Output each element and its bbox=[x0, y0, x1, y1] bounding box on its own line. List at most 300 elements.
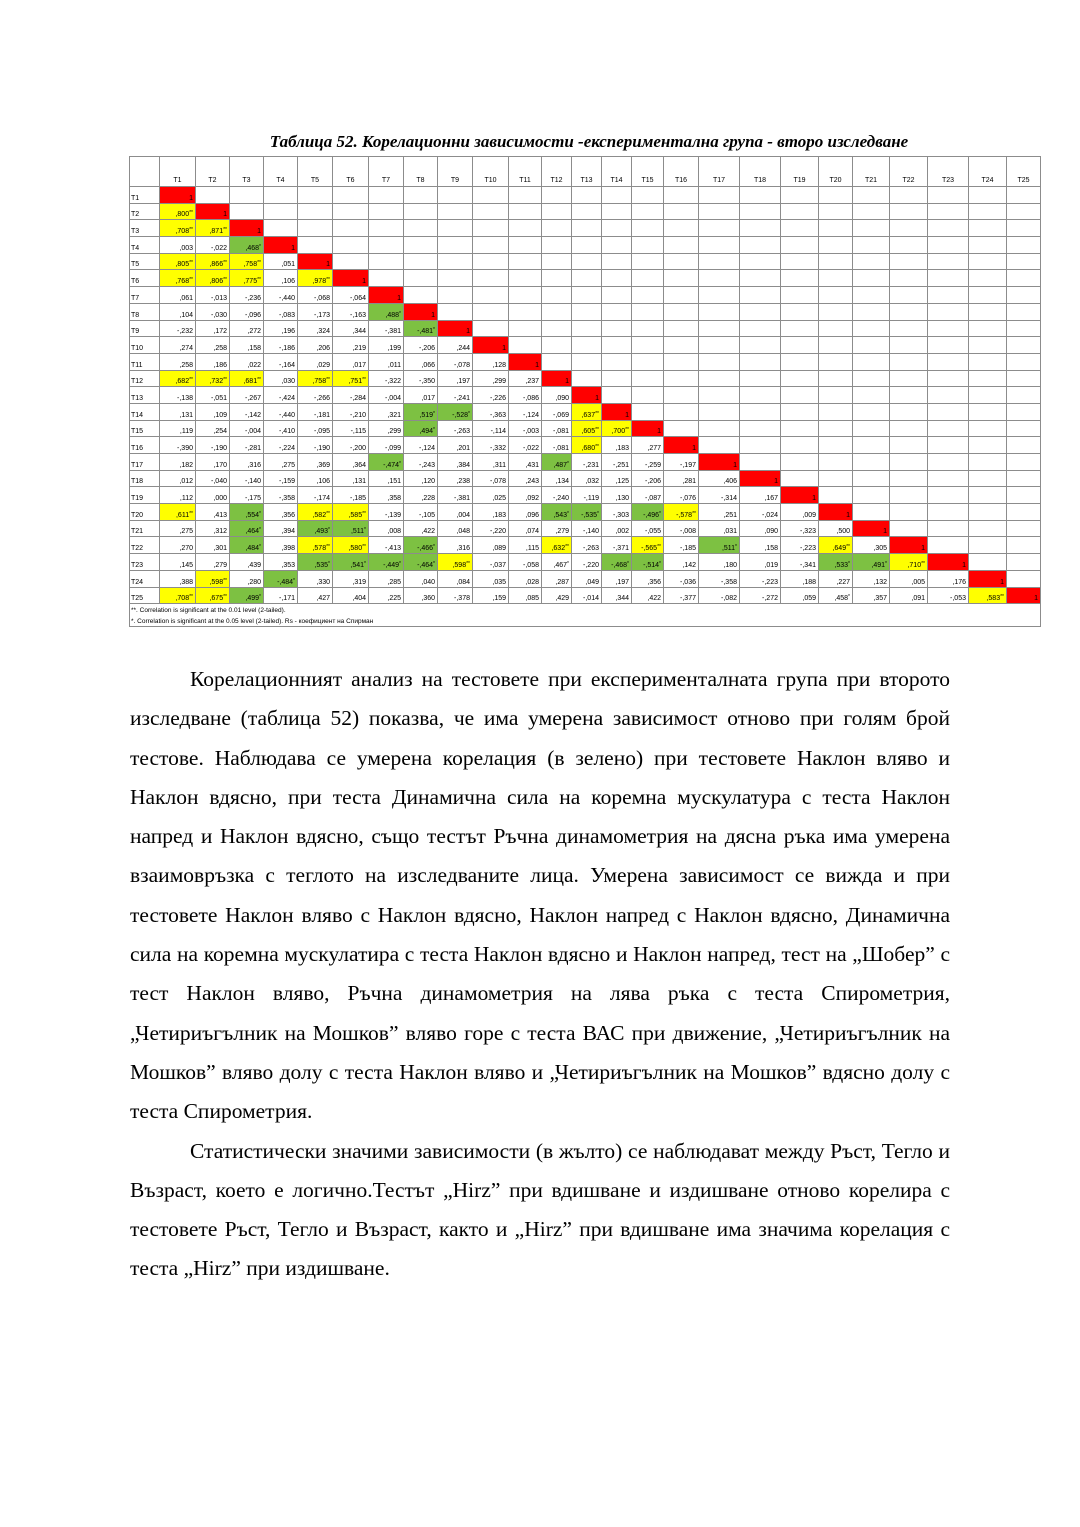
significance-mark: ** bbox=[223, 377, 227, 384]
table-cell bbox=[928, 320, 969, 337]
table-cell bbox=[572, 370, 602, 387]
correlation-table bbox=[129, 156, 1041, 627]
cell-value: ,493 bbox=[314, 528, 329, 536]
row-header: T21 bbox=[130, 520, 160, 537]
table-cell bbox=[230, 353, 264, 370]
table-cell bbox=[264, 487, 298, 504]
table-cell bbox=[572, 570, 602, 587]
table-cell bbox=[509, 554, 542, 571]
table-cell bbox=[781, 420, 819, 437]
table-cell bbox=[969, 237, 1007, 254]
table-cell bbox=[404, 403, 438, 420]
table-cell bbox=[542, 420, 572, 437]
column-header: T16 bbox=[664, 157, 699, 187]
cell-value: ,682 bbox=[175, 378, 190, 386]
table-cell bbox=[196, 570, 230, 587]
significance-mark: ** bbox=[223, 594, 227, 601]
table-cell bbox=[890, 537, 928, 554]
significance-mark: * bbox=[567, 560, 569, 567]
cell-value: -,037 bbox=[490, 561, 506, 569]
table-cell bbox=[853, 570, 890, 587]
significance-mark: * bbox=[364, 560, 366, 567]
table-cell bbox=[298, 454, 333, 471]
table-cell bbox=[473, 253, 509, 270]
table-cell bbox=[740, 253, 781, 270]
cell-value: ,871 bbox=[209, 228, 224, 236]
table-cell bbox=[1007, 454, 1041, 471]
cell-value: ,120 bbox=[421, 478, 435, 486]
table-cell bbox=[369, 437, 404, 454]
table-cell bbox=[333, 203, 369, 220]
cell-value: ,109 bbox=[213, 411, 227, 419]
table-cell bbox=[572, 237, 602, 254]
table-cell bbox=[542, 353, 572, 370]
table-cell bbox=[664, 520, 699, 537]
table-cell bbox=[369, 287, 404, 304]
table-cell bbox=[740, 520, 781, 537]
table-cell bbox=[819, 353, 853, 370]
table-cell bbox=[853, 237, 890, 254]
significance-mark: * bbox=[848, 594, 850, 601]
cell-value: -,378 bbox=[454, 595, 470, 603]
row-header: T23 bbox=[130, 554, 160, 571]
table-cell bbox=[781, 220, 819, 237]
table-cell bbox=[602, 570, 632, 587]
table-cell bbox=[369, 504, 404, 521]
cell-value: -,081 bbox=[553, 428, 569, 436]
cell-value: -,341 bbox=[800, 561, 816, 569]
table-cell bbox=[572, 520, 602, 537]
table-cell bbox=[298, 337, 333, 354]
significance-mark: * bbox=[433, 427, 435, 434]
table-cell bbox=[264, 504, 298, 521]
table-cell bbox=[369, 337, 404, 354]
cell-value: ,324 bbox=[316, 328, 330, 336]
significance-mark: * bbox=[399, 560, 401, 567]
cell-value: -,440 bbox=[279, 294, 295, 302]
table-cell bbox=[542, 587, 572, 604]
cell-value: ,484 bbox=[245, 545, 260, 553]
cell-value: -,081 bbox=[553, 445, 569, 452]
cell-value: ,084 bbox=[456, 578, 470, 586]
table-cell bbox=[928, 520, 969, 537]
significance-mark: ** bbox=[326, 544, 330, 551]
table-cell bbox=[890, 387, 928, 404]
table-cell bbox=[298, 504, 333, 521]
significance-mark: ** bbox=[846, 544, 850, 551]
cell-value: -,004 bbox=[245, 428, 261, 436]
table-cell bbox=[160, 237, 196, 254]
table-cell bbox=[699, 437, 740, 454]
table-cell bbox=[781, 487, 819, 504]
table-cell bbox=[602, 287, 632, 304]
column-header: T13 bbox=[572, 157, 602, 187]
table-cell bbox=[572, 420, 602, 437]
table-cell bbox=[542, 403, 572, 420]
cell-value: ,199 bbox=[387, 344, 401, 352]
cell-value: -,175 bbox=[245, 495, 261, 503]
cell-value: ,431 bbox=[525, 461, 539, 469]
table-cell bbox=[740, 554, 781, 571]
table-cell bbox=[264, 403, 298, 420]
table-cell bbox=[264, 387, 298, 404]
cell-value: -,358 bbox=[721, 578, 737, 586]
table-cell bbox=[160, 520, 196, 537]
significance-mark: * bbox=[468, 410, 470, 417]
column-header: T19 bbox=[781, 157, 819, 187]
table-cell bbox=[781, 353, 819, 370]
cell-value: -,119 bbox=[583, 495, 599, 503]
table-cell bbox=[632, 587, 664, 604]
cell-value: -,024 bbox=[762, 511, 778, 519]
cell-value: -,381 bbox=[385, 328, 401, 336]
table-cell bbox=[196, 470, 230, 487]
table-cell bbox=[632, 253, 664, 270]
table-cell bbox=[572, 203, 602, 220]
table-cell bbox=[264, 420, 298, 437]
table-cell bbox=[1007, 470, 1041, 487]
table-cell bbox=[819, 270, 853, 287]
table-cell bbox=[369, 554, 404, 571]
column-header: T7 bbox=[369, 157, 404, 187]
table-cell bbox=[298, 270, 333, 287]
table-cell bbox=[542, 187, 572, 204]
table-cell bbox=[740, 220, 781, 237]
row-header: T22 bbox=[130, 537, 160, 554]
table-cell bbox=[473, 287, 509, 304]
cell-value: -,206 bbox=[419, 344, 435, 352]
cell-value: -,226 bbox=[490, 394, 506, 402]
cell-value: ,031 bbox=[723, 528, 737, 536]
column-header: T17 bbox=[699, 157, 740, 187]
table-cell bbox=[333, 270, 369, 287]
table-cell bbox=[333, 504, 369, 521]
table-cell bbox=[699, 303, 740, 320]
table-cell bbox=[230, 270, 264, 287]
table-cell bbox=[632, 454, 664, 471]
table-cell bbox=[969, 270, 1007, 287]
table-cell bbox=[160, 353, 196, 370]
cell-value: ,051 bbox=[281, 261, 295, 269]
table-cell bbox=[196, 520, 230, 537]
table-cell bbox=[969, 470, 1007, 487]
table-cell bbox=[853, 320, 890, 337]
table-cell bbox=[160, 370, 196, 387]
table-cell bbox=[853, 187, 890, 204]
cell-value: ,128 bbox=[492, 361, 506, 369]
cell-value: -,078 bbox=[454, 361, 470, 369]
table-cell bbox=[230, 320, 264, 337]
cell-value: -,464 bbox=[417, 561, 434, 569]
cell-value: -,040 bbox=[211, 478, 227, 486]
table-cell bbox=[969, 337, 1007, 354]
table-cell bbox=[438, 203, 473, 220]
table-cell bbox=[160, 454, 196, 471]
table-cell bbox=[890, 403, 928, 420]
table-cell bbox=[969, 537, 1007, 554]
cell-value: -,263 bbox=[454, 428, 470, 436]
significance-mark: * bbox=[433, 544, 435, 551]
table-cell bbox=[699, 487, 740, 504]
table-cell bbox=[781, 437, 819, 454]
table-cell bbox=[853, 437, 890, 454]
table-cell bbox=[438, 454, 473, 471]
table-cell bbox=[819, 237, 853, 254]
table-cell bbox=[542, 504, 572, 521]
table-cell bbox=[602, 437, 632, 454]
table-cell bbox=[602, 587, 632, 604]
table-cell bbox=[333, 353, 369, 370]
cell-value: ,384 bbox=[456, 461, 470, 469]
cell-value: -,051 bbox=[211, 394, 227, 402]
table-cell bbox=[928, 403, 969, 420]
table-cell bbox=[509, 387, 542, 404]
cell-value: -,124 bbox=[419, 445, 435, 452]
table-cell bbox=[509, 287, 542, 304]
table-cell bbox=[542, 554, 572, 571]
significance-mark: ** bbox=[326, 377, 330, 384]
cell-value: ,422 bbox=[421, 528, 435, 536]
table-cell bbox=[509, 203, 542, 220]
table-cell bbox=[473, 504, 509, 521]
table-cell bbox=[819, 253, 853, 270]
cell-value: ,061 bbox=[179, 294, 193, 302]
cell-value: -,224 bbox=[279, 445, 295, 452]
column-header: T12 bbox=[542, 157, 572, 187]
table-cell bbox=[890, 337, 928, 354]
cell-value: ,243 bbox=[525, 478, 539, 486]
table-cell bbox=[1007, 554, 1041, 571]
cell-value: ,285 bbox=[387, 578, 401, 586]
table-cell bbox=[333, 403, 369, 420]
table-cell bbox=[509, 437, 542, 454]
table-cell bbox=[230, 337, 264, 354]
table-cell bbox=[196, 253, 230, 270]
table-cell bbox=[1007, 420, 1041, 437]
table-cell bbox=[890, 320, 928, 337]
table-cell bbox=[969, 554, 1007, 571]
table-cell bbox=[160, 337, 196, 354]
table-row bbox=[130, 203, 1041, 220]
table-cell bbox=[369, 570, 404, 587]
table-cell bbox=[196, 303, 230, 320]
table-cell bbox=[602, 203, 632, 220]
cell-value: ,700 bbox=[611, 428, 626, 436]
cell-value: ,012 bbox=[179, 478, 193, 486]
table-cell bbox=[509, 253, 542, 270]
table-cell bbox=[602, 237, 632, 254]
cell-value: ,800 bbox=[175, 211, 190, 219]
table-cell bbox=[740, 337, 781, 354]
cell-value: ,775 bbox=[243, 278, 258, 286]
table-cell bbox=[890, 420, 928, 437]
table-cell bbox=[333, 487, 369, 504]
cell-value: ,032 bbox=[585, 478, 599, 486]
table-cell bbox=[890, 253, 928, 270]
table-cell bbox=[699, 570, 740, 587]
table-cell bbox=[890, 520, 928, 537]
table-cell bbox=[819, 220, 853, 237]
cell-value: ,499 bbox=[245, 595, 260, 603]
table-cell bbox=[160, 570, 196, 587]
cell-value: ,066 bbox=[421, 361, 435, 369]
table-cell bbox=[740, 587, 781, 604]
cell-value: ,008 bbox=[387, 528, 401, 536]
cell-value: ,145 bbox=[179, 561, 193, 569]
table-cell bbox=[333, 420, 369, 437]
significance-mark: ** bbox=[1000, 594, 1004, 601]
table-cell bbox=[602, 454, 632, 471]
cell-value: ,049 bbox=[585, 578, 599, 586]
cell-value: -,496 bbox=[643, 511, 660, 519]
table-cell bbox=[369, 470, 404, 487]
table-cell bbox=[740, 270, 781, 287]
table-cell bbox=[969, 420, 1007, 437]
cell-value: ,186 bbox=[213, 361, 227, 369]
table-cell bbox=[781, 403, 819, 420]
table-cell bbox=[369, 320, 404, 337]
table-row bbox=[130, 337, 1041, 354]
table-cell bbox=[473, 337, 509, 354]
table-cell bbox=[333, 587, 369, 604]
cell-value: -,303 bbox=[613, 511, 629, 519]
table-cell bbox=[740, 454, 781, 471]
table-cell bbox=[969, 487, 1007, 504]
cell-value: ,299 bbox=[387, 428, 401, 436]
column-header: T24 bbox=[969, 157, 1007, 187]
cell-value: -,484 bbox=[277, 578, 294, 586]
table-cell bbox=[404, 253, 438, 270]
row-header: T11 bbox=[130, 353, 160, 370]
table-cell bbox=[298, 554, 333, 571]
table-cell bbox=[699, 504, 740, 521]
table-cell bbox=[509, 270, 542, 287]
table-cell bbox=[664, 387, 699, 404]
table-cell bbox=[853, 387, 890, 404]
table-cell bbox=[969, 504, 1007, 521]
cell-value: ,554 bbox=[245, 511, 260, 519]
cell-value: ,019 bbox=[764, 561, 778, 569]
table-cell bbox=[333, 187, 369, 204]
column-header: T4 bbox=[264, 157, 298, 187]
table-cell bbox=[369, 587, 404, 604]
cell-value: ,356 bbox=[281, 511, 295, 519]
table-cell bbox=[819, 370, 853, 387]
table-cell bbox=[333, 537, 369, 554]
table-cell bbox=[819, 570, 853, 587]
row-header: T12 bbox=[130, 370, 160, 387]
table-cell bbox=[632, 320, 664, 337]
significance-mark: ** bbox=[223, 277, 227, 284]
table-cell bbox=[632, 403, 664, 420]
table-cell bbox=[572, 303, 602, 320]
cell-value: ,305 bbox=[873, 545, 887, 553]
table-cell bbox=[1007, 203, 1041, 220]
table-row bbox=[130, 420, 1041, 437]
cell-value: ,358 bbox=[387, 495, 401, 503]
table-cell bbox=[781, 537, 819, 554]
row-header: T9 bbox=[130, 320, 160, 337]
table-cell bbox=[572, 387, 602, 404]
table-row bbox=[130, 253, 1041, 270]
table-cell bbox=[699, 353, 740, 370]
cell-value: 1 bbox=[883, 528, 887, 536]
cell-value: -,140 bbox=[245, 478, 261, 486]
significance-mark: ** bbox=[625, 427, 629, 434]
table-cell bbox=[438, 220, 473, 237]
cell-value: -,181 bbox=[314, 411, 330, 419]
cell-value: ,429 bbox=[555, 595, 569, 603]
table-cell bbox=[740, 420, 781, 437]
table-cell bbox=[264, 187, 298, 204]
cell-value: -,140 bbox=[583, 528, 599, 536]
table-cell bbox=[969, 220, 1007, 237]
table-cell bbox=[264, 203, 298, 220]
table-cell bbox=[369, 353, 404, 370]
table-row bbox=[130, 303, 1041, 320]
cell-value: 1 bbox=[812, 495, 816, 503]
table-cell bbox=[969, 187, 1007, 204]
table-cell bbox=[1007, 287, 1041, 304]
table-cell bbox=[264, 587, 298, 604]
table-cell bbox=[509, 537, 542, 554]
significance-mark: * bbox=[567, 510, 569, 517]
table-cell bbox=[819, 320, 853, 337]
cell-value: -,424 bbox=[279, 394, 295, 402]
cell-value: ,244 bbox=[456, 344, 470, 352]
cell-value: ,500 bbox=[836, 528, 850, 536]
cell-value: ,582 bbox=[312, 511, 327, 519]
table-cell bbox=[572, 287, 602, 304]
table-cell bbox=[781, 253, 819, 270]
cell-value: ,978 bbox=[312, 278, 327, 286]
table-cell bbox=[509, 187, 542, 204]
column-header: T15 bbox=[632, 157, 664, 187]
table-cell bbox=[509, 470, 542, 487]
table-cell bbox=[230, 387, 264, 404]
table-cell bbox=[928, 537, 969, 554]
table-cell bbox=[699, 520, 740, 537]
header-corner bbox=[130, 157, 160, 187]
cell-value: -,468 bbox=[611, 561, 628, 569]
table-cell bbox=[928, 570, 969, 587]
table-cell bbox=[230, 587, 264, 604]
cell-value: -,220 bbox=[583, 561, 599, 569]
cell-value: ,806 bbox=[209, 278, 224, 286]
table-cell bbox=[740, 370, 781, 387]
significance-mark: * bbox=[597, 510, 599, 517]
cell-value: ,406 bbox=[723, 478, 737, 486]
table-cell bbox=[230, 504, 264, 521]
table-cell bbox=[928, 437, 969, 454]
table-cell bbox=[333, 253, 369, 270]
table-cell bbox=[438, 370, 473, 387]
table-cell bbox=[196, 537, 230, 554]
table-cell bbox=[298, 387, 333, 404]
table-cell bbox=[509, 420, 542, 437]
table-cell bbox=[853, 554, 890, 571]
cell-value: -,115 bbox=[350, 428, 366, 436]
cell-value: -,220 bbox=[490, 528, 506, 536]
table-cell bbox=[1007, 403, 1041, 420]
table-cell bbox=[298, 370, 333, 387]
cell-value: ,182 bbox=[179, 461, 193, 469]
cell-value: -,281 bbox=[245, 445, 261, 452]
cell-value: ,710 bbox=[907, 561, 922, 569]
cell-value: -,243 bbox=[419, 461, 435, 469]
table-cell bbox=[542, 237, 572, 254]
cell-value: ,112 bbox=[179, 495, 193, 503]
